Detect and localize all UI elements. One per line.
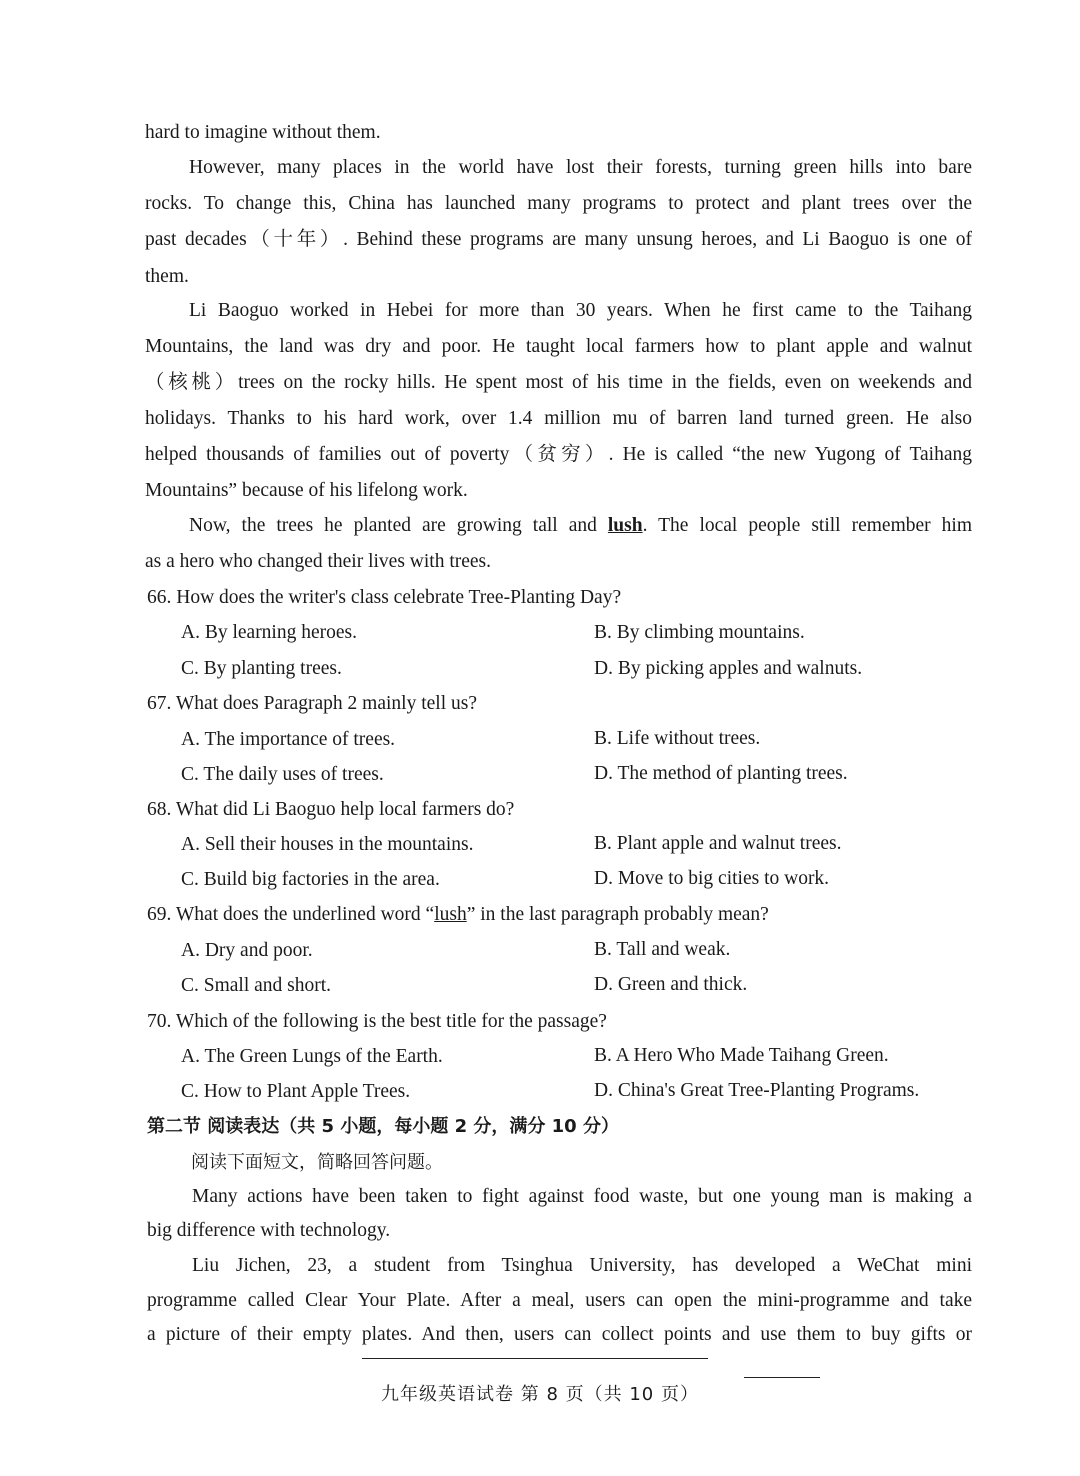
question-69-option-c: C. Small and short. <box>181 975 332 996</box>
question-66-option-a: A. By learning heroes. <box>181 622 357 643</box>
question-70-stem: 70. Which of the following is the best title for the passage? <box>147 1011 607 1032</box>
question-66-option-b: B. By climbing mountains. <box>594 622 805 643</box>
question-69-option-d: D. Green and thick. <box>594 974 748 995</box>
passage-line: hard to imagine without them. <box>145 122 381 143</box>
question-66-option-c: C. By planting trees. <box>181 658 342 679</box>
question-70-option-d: D. China's Great Tree-Planting Programs. <box>594 1080 920 1101</box>
question-70-option-b: B. A Hero Who Made Taihang Green. <box>594 1045 889 1066</box>
section-2-passage-line: Liu Jichen, 23, a student from Tsinghua University, has developed a WeChat mini <box>192 1255 972 1276</box>
question-69-stem <box>147 903 972 927</box>
paragraph-4-text: . The local people still remember him <box>642 515 972 536</box>
section-2-passage-line: programme called Clear Your Plate. After a meal, users can open the mini-programme and take <box>147 1290 972 1311</box>
question-69-option-b: B. Tall and weak. <box>594 939 731 960</box>
paragraph-3-line: Li Baoguo worked in Hebei for more than 30 years. When he first came to the Taihang <box>189 300 972 321</box>
paragraph-2-line: past decades（十年）. Behind these programs are many unsung heroes, and Li Baoguo is one of <box>145 229 972 250</box>
paragraph-3-line: helped thousands of families out of poverty（贫穷）. He is called “the new Yugong of Taihang <box>145 444 972 465</box>
question-68-option-d: D. Move to big cities to work. <box>594 868 830 889</box>
question-67-option-d: D. The method of planting trees. <box>594 763 848 784</box>
paragraph-4-text: Now, the trees he planted are growing tall and <box>189 515 608 536</box>
question-69-text: ” in the last paragraph probably mean? <box>466 904 769 925</box>
paragraph-2-line: rocks. To change this, China has launched many programs to protect and plant trees over the <box>145 193 972 214</box>
underlined-word-lush: lush <box>607 515 643 536</box>
question-69-underlined-word: lush <box>434 904 467 925</box>
question-67-option-b: B. Life without trees. <box>594 728 761 749</box>
question-68-option-b: B. Plant apple and walnut trees. <box>594 833 842 854</box>
section-2-instruction: 阅读下面短文，简略回答问题。 <box>191 1152 443 1173</box>
question-70-option-c: C. How to Plant Apple Trees. <box>181 1081 411 1102</box>
paragraph-2-line: However, many places in the world have lost their forests, turning green hills into bare <box>189 157 972 178</box>
footer-rule <box>362 1358 708 1359</box>
paragraph-4-line: as a hero who changed their lives with trees. <box>145 551 492 572</box>
paragraph-3-line: （核桃）trees on the rocky hills. He spent most of his time in the fields, even on weekends and <box>145 372 972 393</box>
paragraph-3-line: Mountains, the land was dry and poor. He taught local farmers how to plant apple and walnut <box>145 336 972 357</box>
paragraph-2-line: them. <box>145 266 189 287</box>
question-66-option-d: D. By picking apples and walnuts. <box>594 658 863 679</box>
page-footer: 九年级英语试卷 第 8 页（共 10 页） <box>381 1384 699 1405</box>
section-2-passage-line: big difference with technology. <box>147 1220 391 1241</box>
question-67-stem: 67. What does Paragraph 2 mainly tell us? <box>147 693 477 714</box>
question-68-option-a: A. Sell their houses in the mountains. <box>181 834 474 855</box>
question-70-option-a: A. The Green Lungs of the Earth. <box>181 1046 443 1067</box>
paragraph-4-line <box>189 514 972 538</box>
question-66-stem: 66. How does the writer's class celebrate Tree-Planting Day? <box>147 587 622 608</box>
footer-rule <box>744 1377 820 1378</box>
question-69-text: 69. What does the underlined word “ <box>147 904 435 925</box>
paragraph-3-line: Mountains” because of his lifelong work. <box>145 480 468 501</box>
section-2-heading: 第二节 阅读表达（共 5 小题，每小题 2 分，满分 10 分） <box>147 1116 619 1137</box>
question-68-stem: 68. What did Li Baoguo help local farmers do? <box>147 799 515 820</box>
section-2-passage-line: Many actions have been taken to fight against food waste, but one young man is making a <box>192 1186 972 1207</box>
section-2-passage-line: a picture of their empty plates. And then, users can collect points and use them to buy gifts or <box>147 1324 972 1345</box>
question-68-option-c: C. Build big factories in the area. <box>181 869 440 890</box>
paragraph-3-line: holidays. Thanks to his hard work, over 1.4 million mu of barren land turned green. He also <box>145 408 972 429</box>
question-67-option-c: C. The daily uses of trees. <box>181 764 384 785</box>
question-67-option-a: A. The importance of trees. <box>181 729 396 750</box>
question-69-option-a: A. Dry and poor. <box>181 940 313 961</box>
